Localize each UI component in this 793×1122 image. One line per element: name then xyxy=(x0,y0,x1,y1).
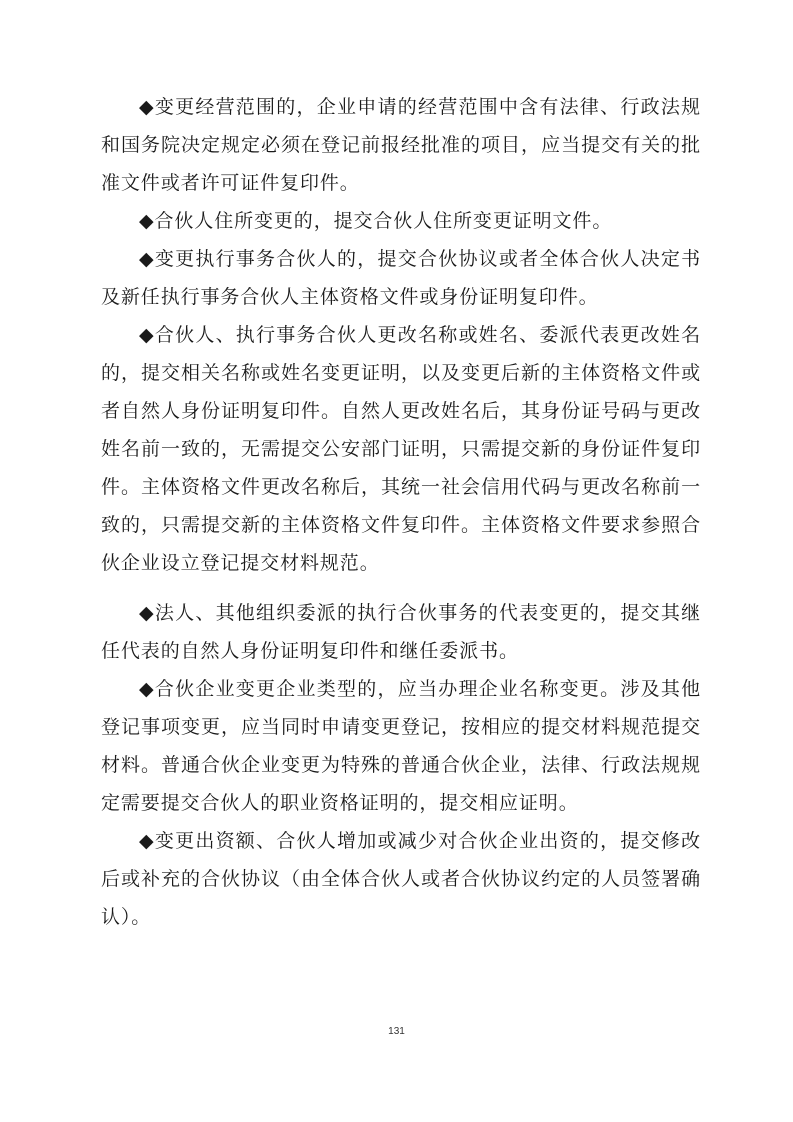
paragraph-representative-change: ◆法人、其他组织委派的执行合伙事务的代表变更的，提交其继任代表的自然人身份证明复印件和继任委派书。 xyxy=(101,602,701,662)
paragraph-capital-contribution-change: ◆变更出资额、合伙人增加或减少对合伙企业出资的，提交修改后或补充的合伙协议（由全体合伙人或者合伙协议约定的人员签署确认）。 xyxy=(101,830,701,928)
paragraph-enterprise-type-change: ◆合伙企业变更企业类型的，应当办理企业名称变更。涉及其他登记事项变更，应当同时申请变更登记，按相应的提交材料规范提交材料。普通合伙企业变更为特殊的普通合伙企业，法律、行政法规规定需要提交合伙人的职业资格证明的，提交相应证明。 xyxy=(101,678,701,814)
paragraph-business-scope-change: ◆变更经营范围的，企业申请的经营范围中含有法律、行政法规和国务院决定规定必须在登记前报经批准的项目，应当提交有关的批准文件或者许可证件复印件。 xyxy=(101,96,701,194)
document-body xyxy=(101,88,701,936)
page-number: 131 xyxy=(388,1026,405,1037)
paragraph-partner-residence-change: ◆合伙人住所变更的，提交合伙人住所变更证明文件。 xyxy=(139,210,613,232)
paragraph-name-change: ◆合伙人、执行事务合伙人更改名称或姓名、委派代表更改姓名的，提交相关名称或姓名变更证明，以及变更后新的主体资格文件或者自然人身份证明复印件。自然人更改姓名后，其身份证号码与更改姓名前一致的，无需提交公安部门证明，只需提交新的身份证件复印件。主体资格文件更改名称后，其统一社会信用代码与更改名称前一致的，只需提交新的主体资格文件复印件。主体资格文件要求参照合伙企业设立登记提交材料规范。 xyxy=(101,324,701,574)
paragraph-executive-partner-change: ◆变更执行事务合伙人的，提交合伙协议或者全体合伙人决定书及新任执行事务合伙人主体资格文件或身份证明复印件。 xyxy=(101,248,701,308)
